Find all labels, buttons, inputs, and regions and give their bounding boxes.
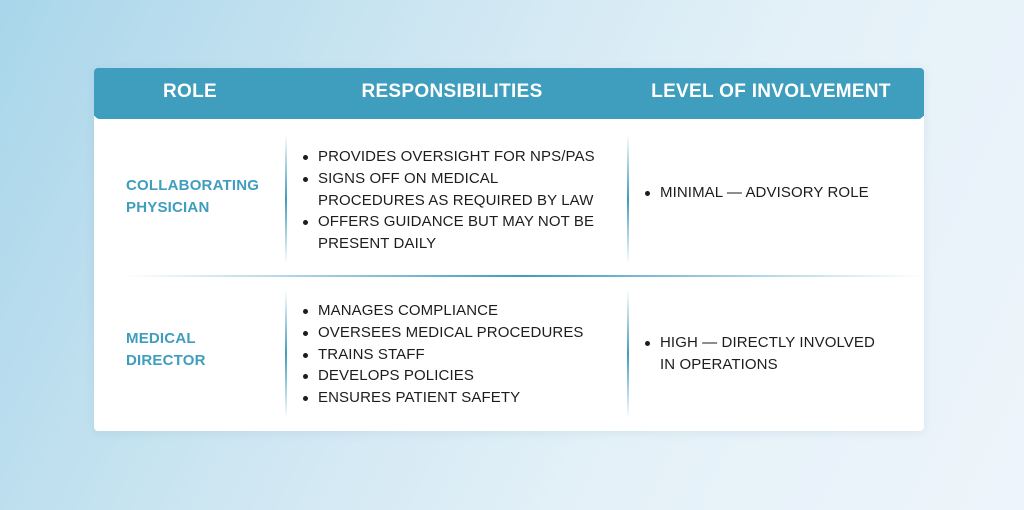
table-header xyxy=(94,68,924,116)
column-divider xyxy=(285,290,287,418)
responsibilities-list xyxy=(300,146,595,255)
header-role: ROLE xyxy=(163,81,217,102)
role-collaborating-physician: COLLABORATING PHYSICIAN xyxy=(126,177,260,216)
list-item: HIGH — DIRECTLY INVOLVED xyxy=(642,332,875,354)
header-level-of-involvement: LEVEL OF INVOLVEMENT xyxy=(651,81,891,102)
list-item: DEVELOPS POLICIES xyxy=(300,365,584,387)
list-item: ENSURES PATIENT SAFETY xyxy=(300,387,584,409)
list-item: MANAGES COMPLIANCE xyxy=(300,300,584,322)
column-divider xyxy=(627,290,629,418)
list-item: OVERSEES MEDICAL PROCEDURES xyxy=(300,322,584,344)
involvement-list xyxy=(642,182,869,204)
column-divider xyxy=(627,134,629,264)
list-item: SIGNS OFF ON MEDICAL xyxy=(300,168,595,190)
responsibilities-list xyxy=(300,300,584,409)
involvement-list xyxy=(642,332,875,376)
role-medical-director: MEDICAL DIRECTOR xyxy=(126,330,206,369)
list-item: PROVIDES OVERSIGHT FOR NPS/PAS xyxy=(300,146,595,168)
comparison-table xyxy=(94,68,924,431)
header-responsibilities: RESPONSIBILITIES xyxy=(361,81,543,102)
list-item-continuation: PROCEDURES AS REQUIRED BY LAW xyxy=(318,191,594,209)
list-item-continuation: IN OPERATIONS xyxy=(660,355,778,373)
list-item: OFFERS GUIDANCE BUT MAY NOT BE xyxy=(300,211,595,233)
column-divider xyxy=(285,134,287,264)
row-divider xyxy=(124,275,924,277)
list-item: MINIMAL — ADVISORY ROLE xyxy=(642,182,869,204)
list-item: TRAINS STAFF xyxy=(300,344,584,366)
list-item-continuation: PRESENT DAILY xyxy=(318,235,437,253)
